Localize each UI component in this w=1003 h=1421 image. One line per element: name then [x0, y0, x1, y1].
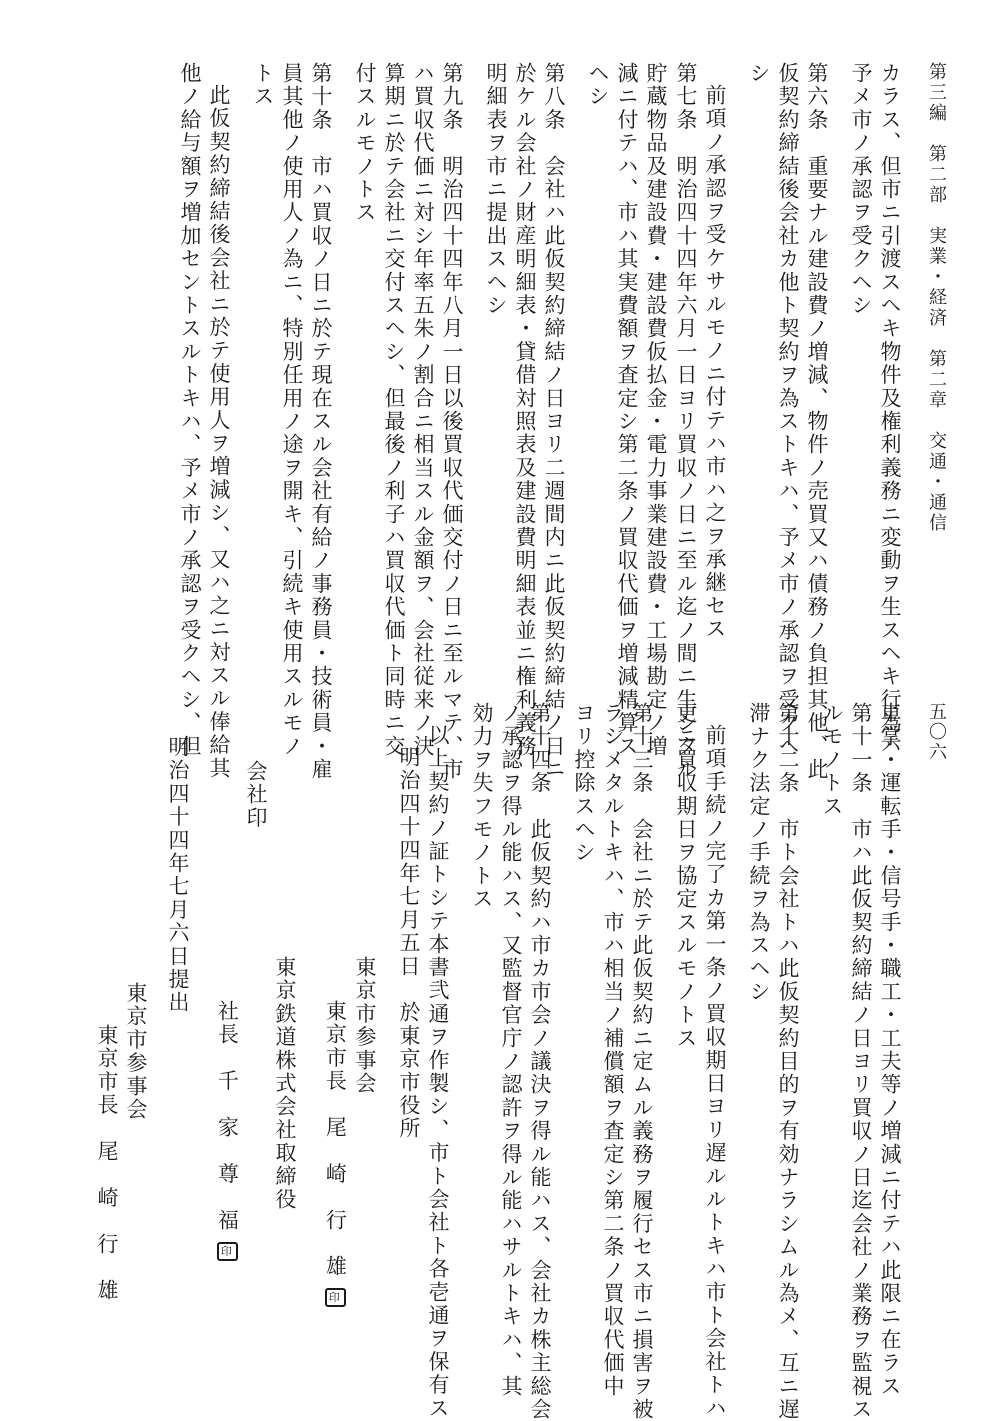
- text-line: 滞ナク法定ノ手続ヲ為スヘシ: [747, 702, 771, 1004]
- text-line: 前項ノ承認ヲ受ケサルモノニ付テハ市ハ之ヲ承継セス: [703, 84, 727, 641]
- signature-president-name: 社長 千 家 尊 福: [215, 1000, 240, 1232]
- page-number: 五〇六: [926, 702, 947, 763]
- text-line: 第十一条 市ハ此仮契約締結ノ日ヨリ買収ノ日迄会社ノ業務ヲ監視ス: [849, 702, 873, 1421]
- text-line: シ: [747, 62, 771, 86]
- text-line: ハ買収代価ニ対シ年率五朱ノ割合ニ相当スル金額ヲ、会社従来ノ決: [411, 62, 435, 758]
- text-line: 第六条 重要ナル建設費ノ増減、物件ノ売買又ハ債務ノ負担其他、此: [805, 62, 829, 782]
- text-line: 於ケル会社ノ財産明細表・貸借対照表及建設費明細表並ニ権利義務: [513, 62, 537, 758]
- president-seal: 印: [217, 1242, 238, 1261]
- text-line: 第七条 明治四十四年六月一日ヨリ買収ノ日ニ至ル迄ノ間ニ生シタル: [674, 62, 698, 782]
- signature-president: [216, 1000, 238, 1261]
- signature-mayor-name: 東京市長 尾 崎 行 雄: [323, 1000, 348, 1279]
- text-line: 他ノ給与額ヲ増加セントスルトキハ、予メ市ノ承認ヲ受クヘシ、但: [178, 62, 202, 758]
- text-line: 算期ニ於テ会社ニ交付スヘシ、但最後ノ利子ハ買収代価ト同時ニ交: [382, 62, 406, 758]
- company-seal-label: 会社印: [244, 760, 268, 830]
- text-line: 第十条 市ハ買収ノ日ニ於テ現在スル会社有給ノ事務員・技術員・雇: [309, 62, 333, 782]
- text-line: ヨリ控除スヘシ: [572, 702, 596, 865]
- text-line: 前項手続ノ完了カ第一条ノ買収期日ヨリ遅ルルトキハ市ト会社トハ: [703, 724, 727, 1420]
- text-line: 付スルモノトス: [353, 62, 377, 225]
- text-line: ラシメタルトキハ、市ハ相当ノ補償額ヲ査定シ第二条ノ買収代価中: [601, 702, 625, 1398]
- signature-mayor: [324, 1000, 346, 1307]
- text-line: 第十四条 此仮契約ハ市カ市会ノ議決ヲ得ル能ハス、会社カ株主総会: [528, 702, 552, 1421]
- text-line: 効力ヲ失フモノトス: [470, 702, 494, 911]
- signature-company: 東京鉄道株式会社取締役: [273, 956, 297, 1212]
- text-line: 予メ市ノ承認ヲ受クヘシ: [849, 62, 873, 318]
- text-line: ルモノトス: [820, 702, 844, 818]
- text-line: 貯蔵物品及建設費・建設費仮払金・電力事業建設費・工場勘定ノ増: [644, 62, 668, 758]
- text-line: 仮契約締結後会社カ他ト契約ヲ為ストキハ、予メ市ノ承認ヲ受クヘ: [776, 62, 800, 759]
- signature-city-council: 東京市参事会: [353, 956, 377, 1096]
- text-line: 車掌・運転手・信号手・職工・工夫等ノ増減ニ付テハ此限ニ在ラス: [878, 702, 902, 1398]
- text-line: 第十二条 市ト会社トハ此仮契約目的ヲ有効ナラシムル為メ、互ニ遅: [776, 702, 800, 1421]
- text-line: 第九条 明治四十四年八月一日以後買収代価交付ノ日ニ至ルマテ、市: [440, 62, 464, 782]
- text-line: カラス、但市ニ引渡スヘキ物件及権利義務ニ変動ヲ生スヘキ行為ハ: [878, 62, 902, 758]
- running-head: 第三編 第二部 実業・経済 第二章 交通・通信: [926, 62, 947, 534]
- text-line: 第十三条 会社ニ於テ此仮契約ニ定ムル義務ヲ履行セス市ニ損害ヲ被: [630, 702, 654, 1421]
- text-line: 第八条 会社ハ此仮契約締結ノ日ヨリ二週間内ニ此仮契約締結ノ日ニ: [542, 62, 566, 782]
- text-line: トス: [251, 62, 275, 109]
- text-line: 此仮契約締結後会社ニ於テ使用人ヲ増減シ、又ハ之ニ対スル俸給其: [207, 84, 231, 780]
- signature-city-council-2: 東京市参事会: [124, 982, 148, 1122]
- mayor-seal: 印: [325, 1288, 346, 1307]
- text-line: 減ニ付テハ、市ハ其実費額ヲ査定シ第二条ノ買収代価ヲ増減精算ス: [615, 62, 639, 758]
- submission-date: 明治四十四年七月六日提出: [166, 736, 190, 1015]
- text-line: 員其他ノ使用人ノ為ニ、特別任用ノ途ヲ開キ、引続キ使用スルモノ: [280, 62, 304, 758]
- text-line: 明細表ヲ市ニ提出スヘシ: [484, 62, 508, 318]
- text-line: 更ニ買収期日ヲ協定スルモノトス: [674, 702, 698, 1050]
- signature-mayor-2: 東京市長 尾 崎 行 雄: [95, 1024, 119, 1303]
- text-line: 以上契約ノ証トシテ本書弐通ヲ作製シ、市ト会社ト各壱通ヲ保有ス: [426, 724, 450, 1420]
- text-line: 明治四十四年七月五日 於東京市役所: [397, 746, 421, 1141]
- text-line: ヘシ: [586, 62, 610, 109]
- text-line: ノ承認ヲ得ル能ハス、又監督官庁ノ認許ヲ得ル能ハサルトキハ、其: [499, 702, 523, 1398]
